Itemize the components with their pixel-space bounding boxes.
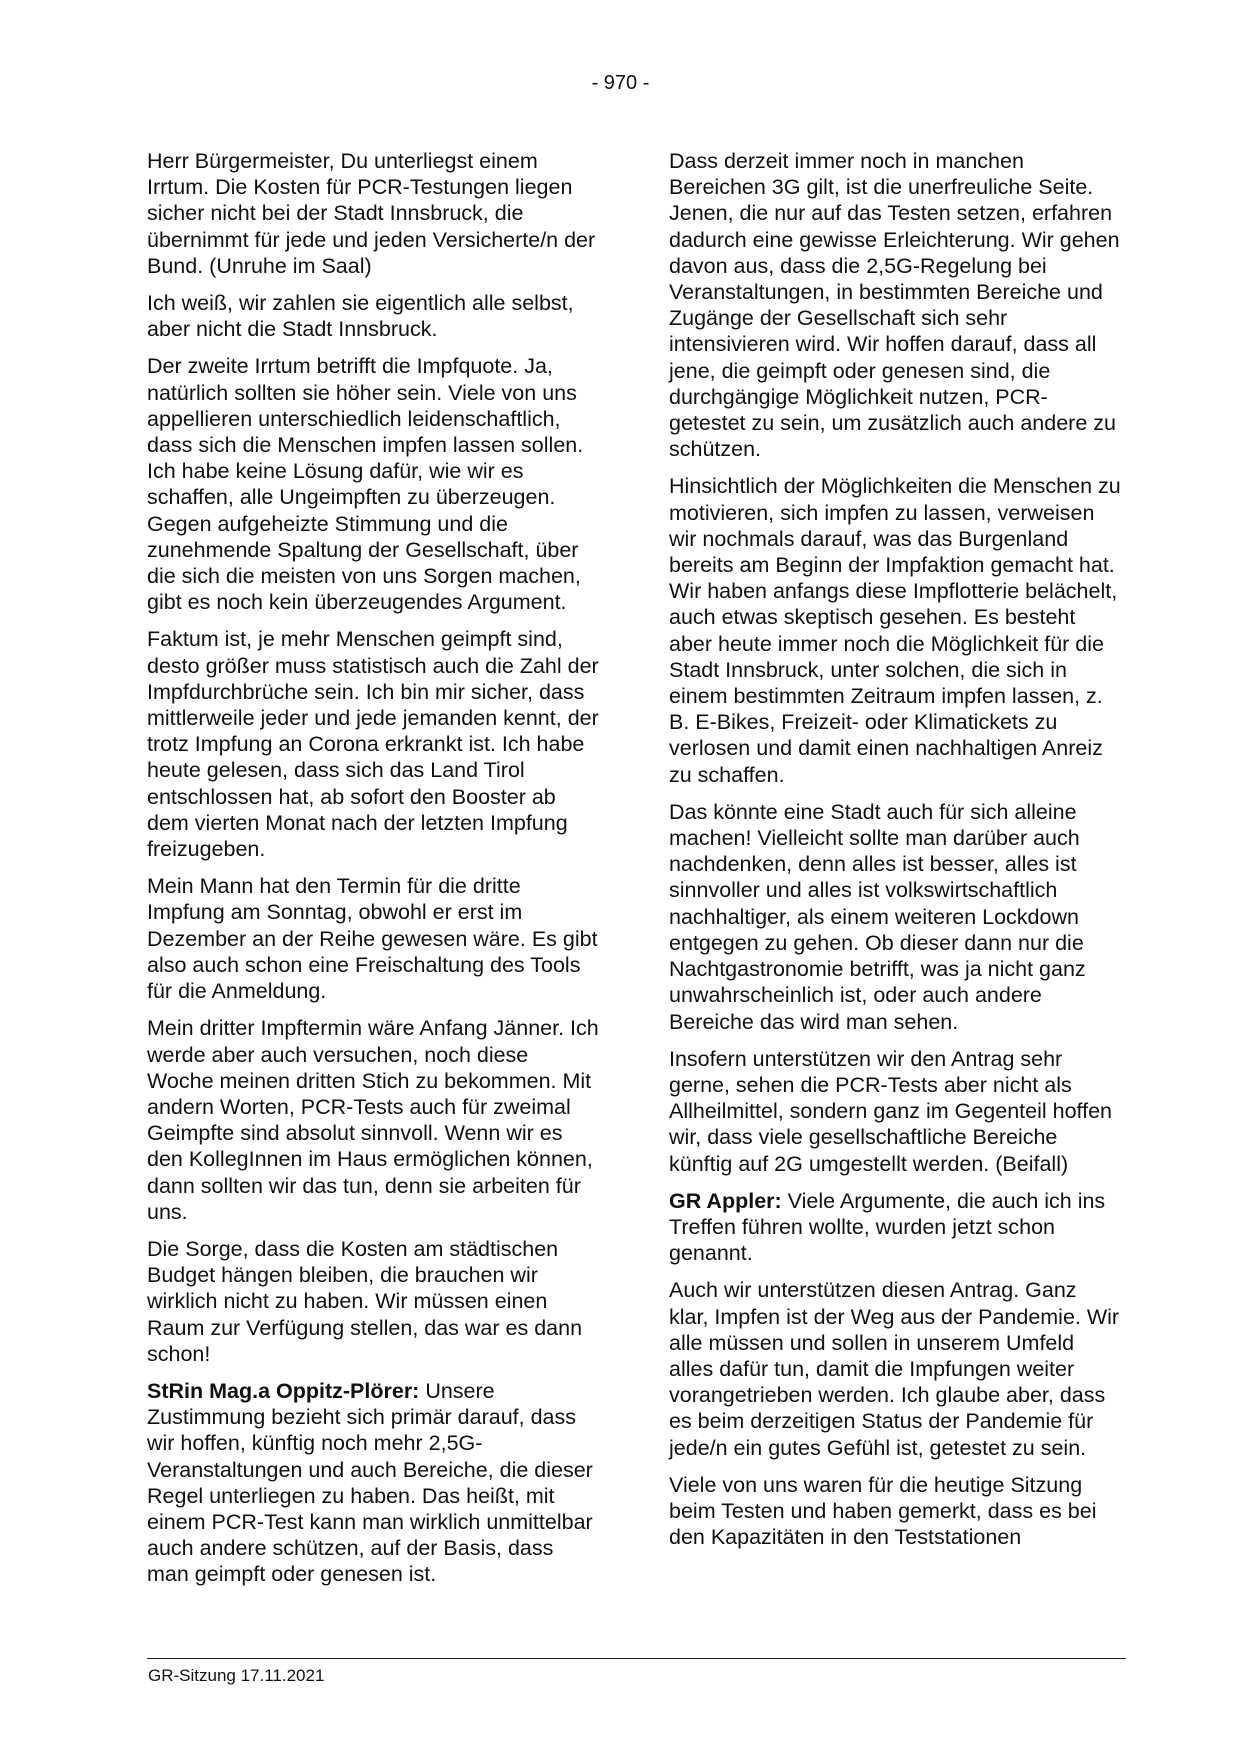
- paragraph: Das könnte eine Stadt auch für sich alleine machen! Vielleicht sollte man darüber auch nachdenken, denn alles ist besser, alles ist sinnvoller und alles ist volkswirtschaftlich nachhaltiger, als einem weiteren Lockdown entgegen zu gehen. Ob dieser dann nur die Nachtgastronomie betrifft, was ja nicht ganz unwahrscheinlich ist, oder auch andere Bereiche das wird man sehen.: [669, 799, 1086, 1034]
- paragraph: Ich weiß, wir zahlen sie eigentlich alle selbst, aber nicht die Stadt Innsbruck.: [147, 291, 574, 342]
- left-column: [147, 148, 599, 1599]
- paragraph: GR Appler: Viele Argumente, die auch ich ins Treffen führen wollte, wurden jetzt schon genannt.: [669, 1188, 1106, 1266]
- footer-text: GR-Sitzung 17.11.2021: [148, 1666, 325, 1685]
- paragraph: Die Sorge, dass die Kosten am städtischen Budget hängen bleiben, die brauchen wir wirklich nicht zu haben. Wir müssen einen Raum zur Verfügung stellen, das war es dann schon!: [147, 1236, 583, 1366]
- paragraph: Herr Bürgermeister, Du unterliegst einem Irrtum. Die Kosten für PCR-Testungen liegen sicher nicht bei der Stadt Innsbruck, die übernimmt für jede und jeden Versicherte/n der Bund. (Unruhe im Saal): [147, 149, 596, 278]
- speaker-name: StRin Mag.a Oppitz-Plörer:: [147, 1378, 420, 1403]
- paragraph: Faktum ist, je mehr Menschen geimpft sind, desto größer muss statistisch auch die Zahl der Impfdurchbrüche sein. Ich bin mir sicher, dass mittlerweile jeder und jede jemanden kennt, der trotz Impfung an Corona erkrankt ist. Ich habe heute gelesen, dass sich das Land Tirol entschlossen hat, ab sofort den Booster ab dem vierten Monat nach der letzten Impfung freizugeben.: [147, 627, 599, 862]
- right-column: [669, 148, 1121, 1561]
- speaker-name: GR Appler:: [669, 1188, 782, 1213]
- paragraph: Insofern unterstützen wir den Antrag sehr gerne, sehen die PCR-Tests aber nicht als Allheilmittel, sondern ganz im Gegenteil hoffen wir, dass viele gesellschaftliche Bereiche künftig auf 2G umgestellt werden. (Beifall): [669, 1046, 1112, 1176]
- paragraph: Hinsichtlich der Möglichkeiten die Menschen zu motivieren, sich impfen zu lassen, verweisen wir nochmals darauf, was das Burgenland bereits am Beginn der Impfaktion gemacht hat. Wir haben anfangs diese Impflotterie belächelt, auch etwas skeptisch gesehen. Es besteht aber heute immer noch die Möglichkeit für die Stadt Innsbruck, unter solchen, die sich in einem bestimmten Zeitraum impfen lassen, z. B. E-Bikes, Freizeit- oder Klimatickets zu verlosen und damit einen nachhaltigen Anreiz zu schaffen.: [669, 474, 1121, 787]
- paragraph: Dass derzeit immer noch in manchen Bereichen 3G gilt, ist die unerfreuliche Seite. Jenen, die nur auf das Testen setzen, erfahren dadurch eine gewisse Erleichterung. Wir gehen davon aus, dass die 2,5G-Regelung bei Veranstaltungen, in bestimmten Bereiche und Zugänge der Gesellschaft sich sehr intensivieren wird. Wir hoffen darauf, dass all jene, die geimpft oder genesen sind, die durchgängige Möglichkeit nutzen, PCR-getestet zu sein, um zusätzlich auch andere zu schützen.: [669, 149, 1120, 462]
- paragraph: StRin Mag.a Oppitz-Plörer: Unsere Zustimmung bezieht sich primär darauf, dass wir hoffen, künftig noch mehr 2,5G-Veranstaltungen und auch Bereiche, die dieser Regel unterliegen zu haben. Das heißt, mit einem PCR-Test kann man wirklich unmittelbar auch andere schützen, auf der Basis, dass man geimpft oder genesen ist.: [147, 1378, 593, 1587]
- paragraph: Viele von uns waren für die heutige Sitzung beim Testen und haben gemerkt, dass es bei den Kapazitäten in den Teststationen: [669, 1472, 1097, 1550]
- paragraph: Der zweite Irrtum betrifft die Impfquote. Ja, natürlich sollten sie höher sein. Viele von uns appellieren unterschiedlich leidenschaftlich, dass sich die Menschen impfen lassen sollen. Ich habe keine Lösung dafür, wie wir es schaffen, alle Ungeimpften zu überzeugen. Gegen aufgeheizte Stimmung und die zunehmende Spaltung der Gesellschaft, über die sich die meisten von uns Sorgen machen, gibt es noch kein überzeugendes Argument.: [147, 354, 584, 615]
- footer-divider: [147, 1658, 1126, 1659]
- paragraph: Mein Mann hat den Termin für die dritte Impfung am Sonntag, obwohl er erst im Dezember an der Reihe gewesen wäre. Es gibt also auch schon eine Freischaltung des Tools für die Anmeldung.: [147, 874, 598, 1004]
- page-number: - 970 -: [591, 72, 650, 94]
- paragraph: Mein dritter Impftermin wäre Anfang Jänner. Ich werde aber auch versuchen, noch diese Woche meinen dritten Stich zu bekommen. Mit andern Worten, PCR-Tests auch für zweimal Geimpfte sind absolut sinnvoll. Wenn wir es den KollegInnen im Haus ermöglichen können, dann sollten wir das tun, denn sie arbeiten für uns.: [147, 1016, 599, 1224]
- paragraph: Auch wir unterstützen diesen Antrag. Ganz klar, Impfen ist der Weg aus der Pandemie. Wir alle müssen und sollen in unserem Umfeld alles dafür tun, damit die Impfungen weiter vorangetrieben werden. Ich glaube aber, dass es beim derzeitigen Status der Pandemie für jede/n ein gutes Gefühl ist, getestet zu sein.: [669, 1278, 1120, 1460]
